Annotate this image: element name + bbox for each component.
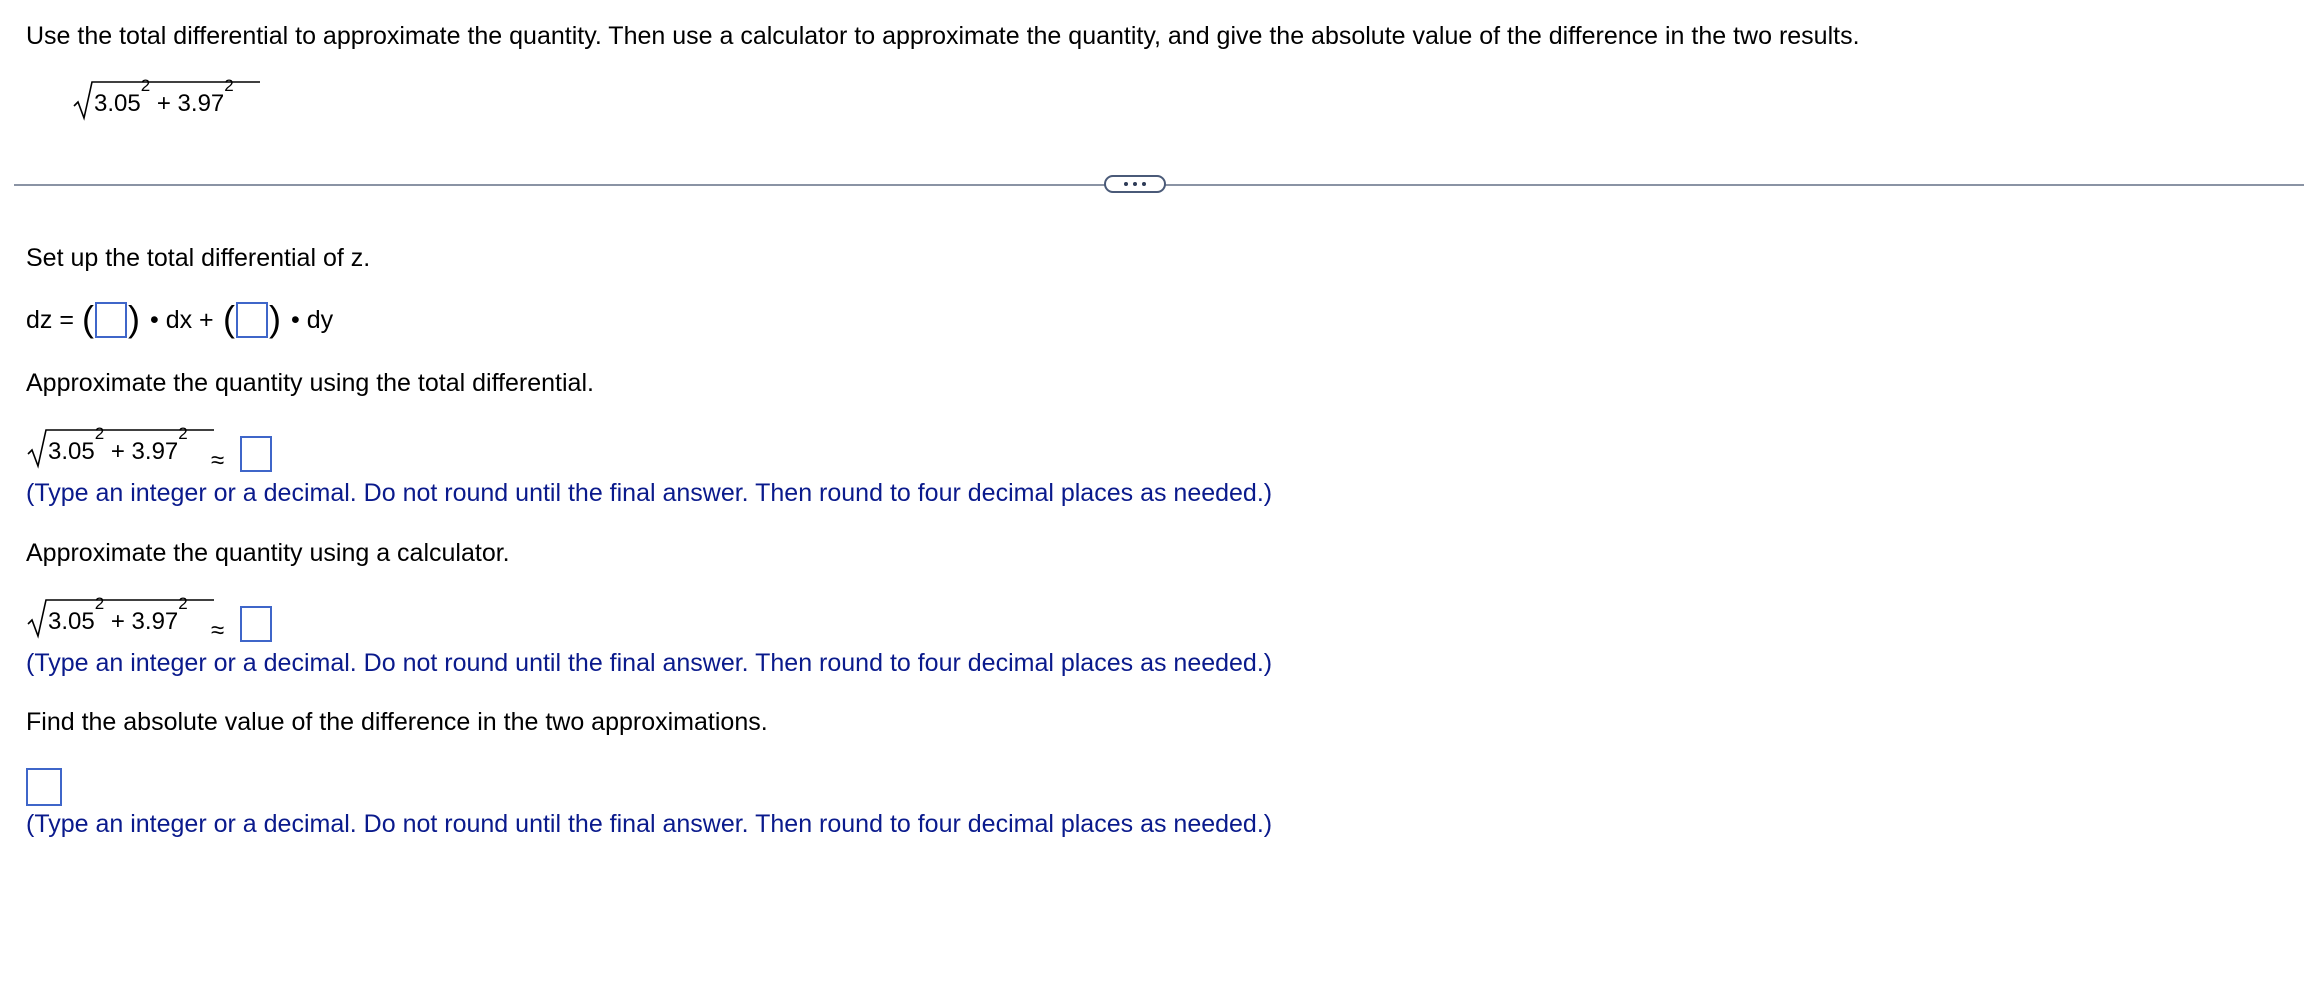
part3-prompt: Approximate the quantity using a calculator. [26, 539, 510, 567]
dx-coefficient-input[interactable] [95, 302, 127, 338]
part4-prompt: Find the absolute value of the difference in the two approximations. [26, 708, 768, 736]
close-paren: ) [269, 298, 281, 339]
part4-hint: (Type an integer or a decimal. Do not round until the final answer. Then round to four decimal places as needed.) [26, 810, 1273, 838]
total-differential-answer-input[interactable] [240, 436, 272, 472]
approx-symbol: ≈ [211, 617, 225, 644]
open-paren: ( [223, 298, 235, 339]
part3-expression: $3.05^2 + 3.97^2$ [26, 596, 226, 640]
problem-instruction: Use the total differential to approximate the quantity. Then use a calculator to approximate the quantity, and give the absolute value of the difference in the two results. [26, 22, 1860, 50]
expr-exp2: 2 [224, 76, 234, 95]
dy-label: • dy [291, 306, 334, 334]
absolute-difference-answer-input[interactable] [26, 768, 62, 806]
dy-coefficient-input[interactable] [236, 302, 268, 338]
open-paren: ( [82, 298, 94, 339]
calculator-answer-input[interactable] [240, 606, 272, 642]
expr-plus: + [150, 90, 178, 117]
show-more-button[interactable] [1104, 175, 1166, 193]
expr-term2: 3.97 [177, 90, 225, 117]
part1-prompt: Set up the total differential of z. [26, 244, 371, 272]
expr-term1: 3.05 [94, 90, 141, 117]
close-paren: ) [128, 298, 140, 339]
part2-prompt: Approximate the quantity using the total differential. [26, 369, 594, 397]
part2-hint: (Type an integer or a decimal. Do not round until the final answer. Then round to four decimal places as needed.) [26, 479, 1273, 507]
dx-label: • dx + [150, 306, 214, 334]
problem-expression [72, 78, 272, 122]
part2-expression: $3.05^2 + 3.97^2$ [26, 426, 226, 470]
part3-hint: (Type an integer or a decimal. Do not round until the final answer. Then round to four decimal places as needed.) [26, 649, 1273, 677]
expr-exp1: 2 [140, 76, 151, 95]
approx-symbol: ≈ [211, 447, 225, 474]
dz-label: dz = [26, 306, 74, 334]
ellipsis-icon [1124, 182, 1128, 186]
